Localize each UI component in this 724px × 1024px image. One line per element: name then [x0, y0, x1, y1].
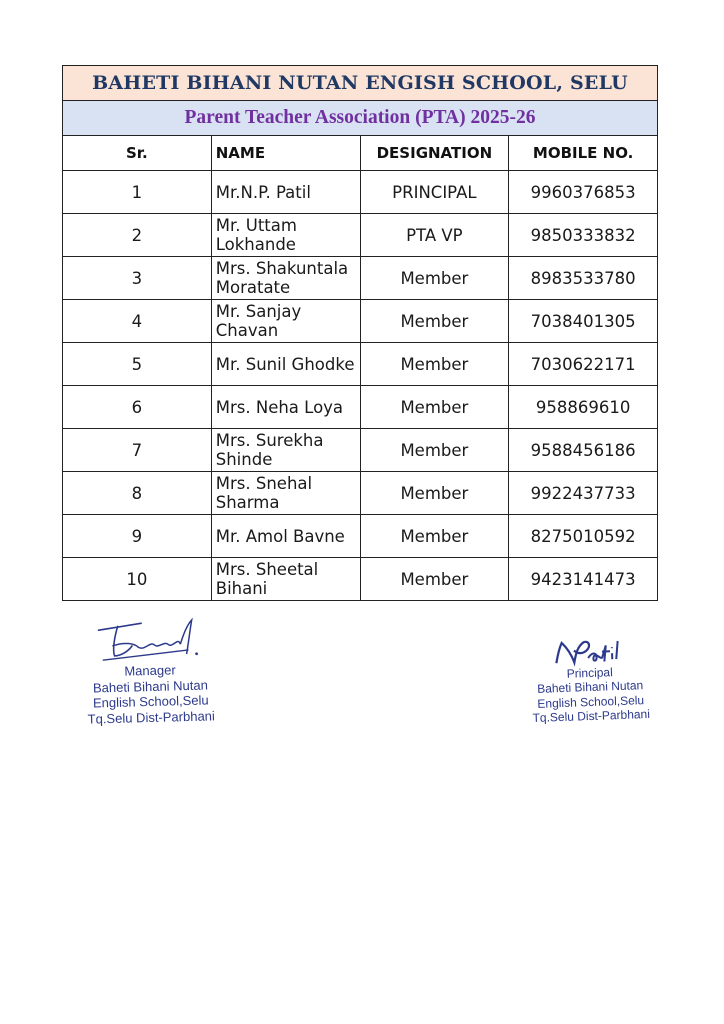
cell-name: Mrs. Sheetal Bihani: [211, 558, 360, 601]
principal-stamp-line1: Baheti Bihani Nutan: [536, 678, 644, 697]
cell-name: Mrs. Snehal Sharma: [211, 472, 360, 515]
column-header-mobile: MOBILE NO.: [509, 136, 658, 171]
cell-name: Mr. Sunil Ghodke: [211, 343, 360, 386]
cell-designation: Member: [360, 515, 509, 558]
cell-mobile: 8275010592: [509, 515, 658, 558]
principal-stamp-line2: English School,Selu: [537, 692, 645, 711]
principal-stamp-line3: Tq.Selu Dist-Parbhani: [532, 707, 651, 726]
cell-mobile: 7030622171: [509, 343, 658, 386]
cell-mobile: 9960376853: [509, 171, 658, 214]
principal-stamp: [519, 636, 662, 726]
cell-designation: Member: [360, 558, 509, 601]
principal-role: Principal: [566, 665, 613, 681]
cell-mobile: 9588456186: [509, 429, 658, 472]
cell-mobile: 9922437733: [509, 472, 658, 515]
table-row: [63, 343, 658, 386]
principal-signature-mark: [544, 636, 635, 667]
cell-designation: Member: [360, 300, 509, 343]
cell-sr: 4: [63, 300, 212, 343]
cell-sr: 6: [63, 386, 212, 429]
cell-name: Mrs. Neha Loya: [211, 386, 360, 429]
subtitle-row: [63, 101, 658, 136]
column-header-sr: Sr.: [63, 136, 212, 171]
cell-name: Mr. Sanjay Chavan: [211, 300, 360, 343]
cell-name: Mr. Uttam Lokhande: [211, 214, 360, 257]
manager-stamp: [69, 613, 232, 728]
pta-subtitle: Parent Teacher Association (PTA) 2025-26: [63, 101, 658, 136]
cell-sr: 2: [63, 214, 212, 257]
cell-mobile: 9850333832: [509, 214, 658, 257]
table-row: [63, 300, 658, 343]
table-row: [63, 429, 658, 472]
cell-name: Mrs. Surekha Shinde: [211, 429, 360, 472]
cell-mobile: 958869610: [509, 386, 658, 429]
table-row: [63, 386, 658, 429]
cell-sr: 10: [63, 558, 212, 601]
cell-name: Mrs. Shakuntala Moratate: [211, 257, 360, 300]
pta-members-table: [62, 65, 658, 601]
cell-designation: PRINCIPAL: [360, 171, 509, 214]
cell-designation: Member: [360, 386, 509, 429]
manager-stamp-line1: Baheti Bihani Nutan: [92, 677, 209, 696]
title-row: [63, 66, 658, 101]
cell-sr: 9: [63, 515, 212, 558]
column-header-designation: DESIGNATION: [360, 136, 509, 171]
cell-name: Mr.N.P. Patil: [211, 171, 360, 214]
column-header-name: NAME: [211, 136, 360, 171]
cell-sr: 8: [63, 472, 212, 515]
manager-role: Manager: [124, 662, 176, 679]
column-header-row: [63, 136, 658, 171]
manager-signature-mark: [84, 613, 215, 664]
table-row: [63, 257, 658, 300]
table-row: [63, 472, 658, 515]
cell-designation: Member: [360, 429, 509, 472]
table-row: [63, 171, 658, 214]
cell-designation: Member: [360, 472, 509, 515]
cell-mobile: 8983533780: [509, 257, 658, 300]
cell-designation: Member: [360, 257, 509, 300]
manager-stamp-line3: Tq.Selu Dist-Parbhani: [87, 708, 215, 727]
cell-name: Mr. Amol Bavne: [211, 515, 360, 558]
table-row: [63, 515, 658, 558]
cell-sr: 1: [63, 171, 212, 214]
school-name: BAHETI BIHANI NUTAN ENGISH SCHOOL, SELU: [63, 66, 658, 101]
cell-sr: 5: [63, 343, 212, 386]
cell-mobile: 9423141473: [509, 558, 658, 601]
cell-sr: 7: [63, 429, 212, 472]
cell-mobile: 7038401305: [509, 300, 658, 343]
cell-designation: PTA VP: [360, 214, 509, 257]
table-row: [63, 214, 658, 257]
manager-stamp-line2: English School,Selu: [92, 692, 209, 711]
cell-designation: Member: [360, 343, 509, 386]
table-row: [63, 558, 658, 601]
cell-sr: 3: [63, 257, 212, 300]
